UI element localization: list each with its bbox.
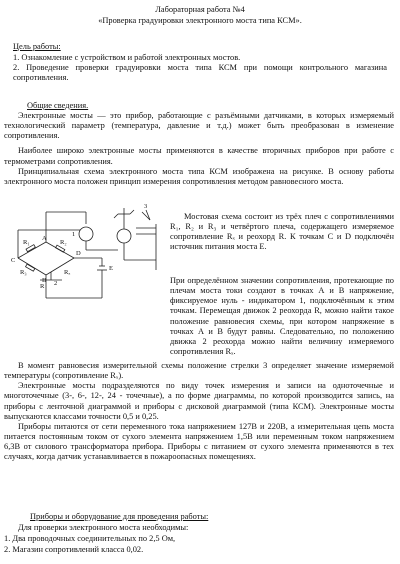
paragraph: В момент равновесия измерительной схемы положение стрелки 3 определяет значение измеряемой температуры (сопротивление Rₓ). bbox=[4, 361, 394, 381]
bridge-description bbox=[170, 212, 394, 253]
equipment-heading: Приборы и оборудование для проведения работы: bbox=[30, 512, 209, 521]
goal-item: 2. Проведение проверки градуировки моста типа КСМ при помощи контрольного магазина сопротивления. bbox=[13, 63, 387, 83]
paragraph: Мостовая схема состоит из трёх плеч с сопротивлениями R₁, R₂ и R₃ и четвёртого плеча, содержащего измеряемое сопротивление Rₓ и реохорд R. К точкам С и D подключён источник питания моста Е. bbox=[170, 212, 394, 252]
paragraph: Электронные мосты подразделяются по виду точек измерения и записи на одноточечные и многоточечные (3-, 6-, 12-, 24 - точечные), а по форме диаграммы, по которой производится запись, на приборы с ленточной диаграммой и приборы с дисковой диаграммой (типа КСМ). Электронные мосты выпускаются классами точности 0,5 и 0,25. bbox=[4, 381, 394, 421]
paragraph: Наиболее широко электронные мосты применяются в качестве вторичных приборов при работе с термометрами сопротивления. bbox=[4, 146, 394, 166]
paragraph: Принципиальная схема электронного моста типа КСМ изображена на рисунке. В основу работы электронного моста положен принцип измерения сопротивления методом равновесного моста. bbox=[4, 166, 394, 186]
title-line-2: «Проверка градуировки электронного моста типа КСМ». bbox=[98, 16, 302, 25]
title-line-1: Лабораторная работа №4 bbox=[155, 5, 245, 14]
figure-label: 1 bbox=[72, 231, 76, 238]
figure-label: R₃ bbox=[20, 269, 27, 276]
figure-label: 3 bbox=[144, 203, 148, 210]
figure-label: Rₓ bbox=[64, 269, 71, 276]
equipment-intro: Для проверки электронного моста необходимы: bbox=[18, 523, 189, 532]
figure-label: B bbox=[42, 277, 47, 284]
figure-label: R bbox=[40, 283, 45, 290]
info-heading: Общие сведения. bbox=[27, 101, 89, 110]
figure-label: D bbox=[76, 250, 81, 257]
equipment-item: 2. Магазин сопротивлений класса 0,02. bbox=[4, 545, 144, 554]
paragraph: Приборы питаются от сети переменного тока напряжением 127В и 220В, а измерительная цепь моста питается постоянным током от сухого элемента напряжением 1,5В или переменным током напряжением 6,3В от силового трансформатора прибора. Приборы с питанием от сухого элемента применяются в тех случаях, когда датчик устанавливается в пожароопасных помещениях. bbox=[4, 421, 394, 462]
figure-label: A bbox=[42, 235, 47, 242]
figure-label: R₂ bbox=[60, 239, 67, 246]
figure-label: 2 bbox=[54, 280, 58, 287]
goal-item: 1. Ознакомление с устройством и работой электронных мостов. bbox=[13, 53, 241, 62]
figure-label: E bbox=[109, 265, 113, 272]
goals-list bbox=[13, 53, 387, 83]
paragraph: Электронные мосты — это прибор, работающие с разъёмными датчиками, в которых измеряемый технологический параметр (температура, давление и т.д.) может быть преобразован в изменение сопротивления. bbox=[4, 111, 394, 141]
main-text bbox=[4, 276, 394, 357]
equipment-item: 1. Два проводочных соединительных по 2,5 Ом, bbox=[4, 534, 176, 543]
intro-text bbox=[4, 111, 394, 187]
paragraph: При определённом значении сопротивления, протекающие по плечам моста токи создают в точках А и В напряжение, фиксируемое нуль - индикатором 1, подключённым к этим точкам. Перемещая движок 2 реохорда R, можно найти такое положение равновесия схемы, при котором напряжение в точках А и В будут равны. Следовательно, по положению движка 2 реохорда можно найти величину измеряемого сопротивления Rₓ. bbox=[170, 276, 394, 357]
figure-label: C bbox=[11, 257, 16, 264]
figure-label: R₁ bbox=[23, 239, 30, 246]
goals-heading: Цель работы: bbox=[13, 42, 61, 51]
main-text-2 bbox=[4, 361, 394, 463]
